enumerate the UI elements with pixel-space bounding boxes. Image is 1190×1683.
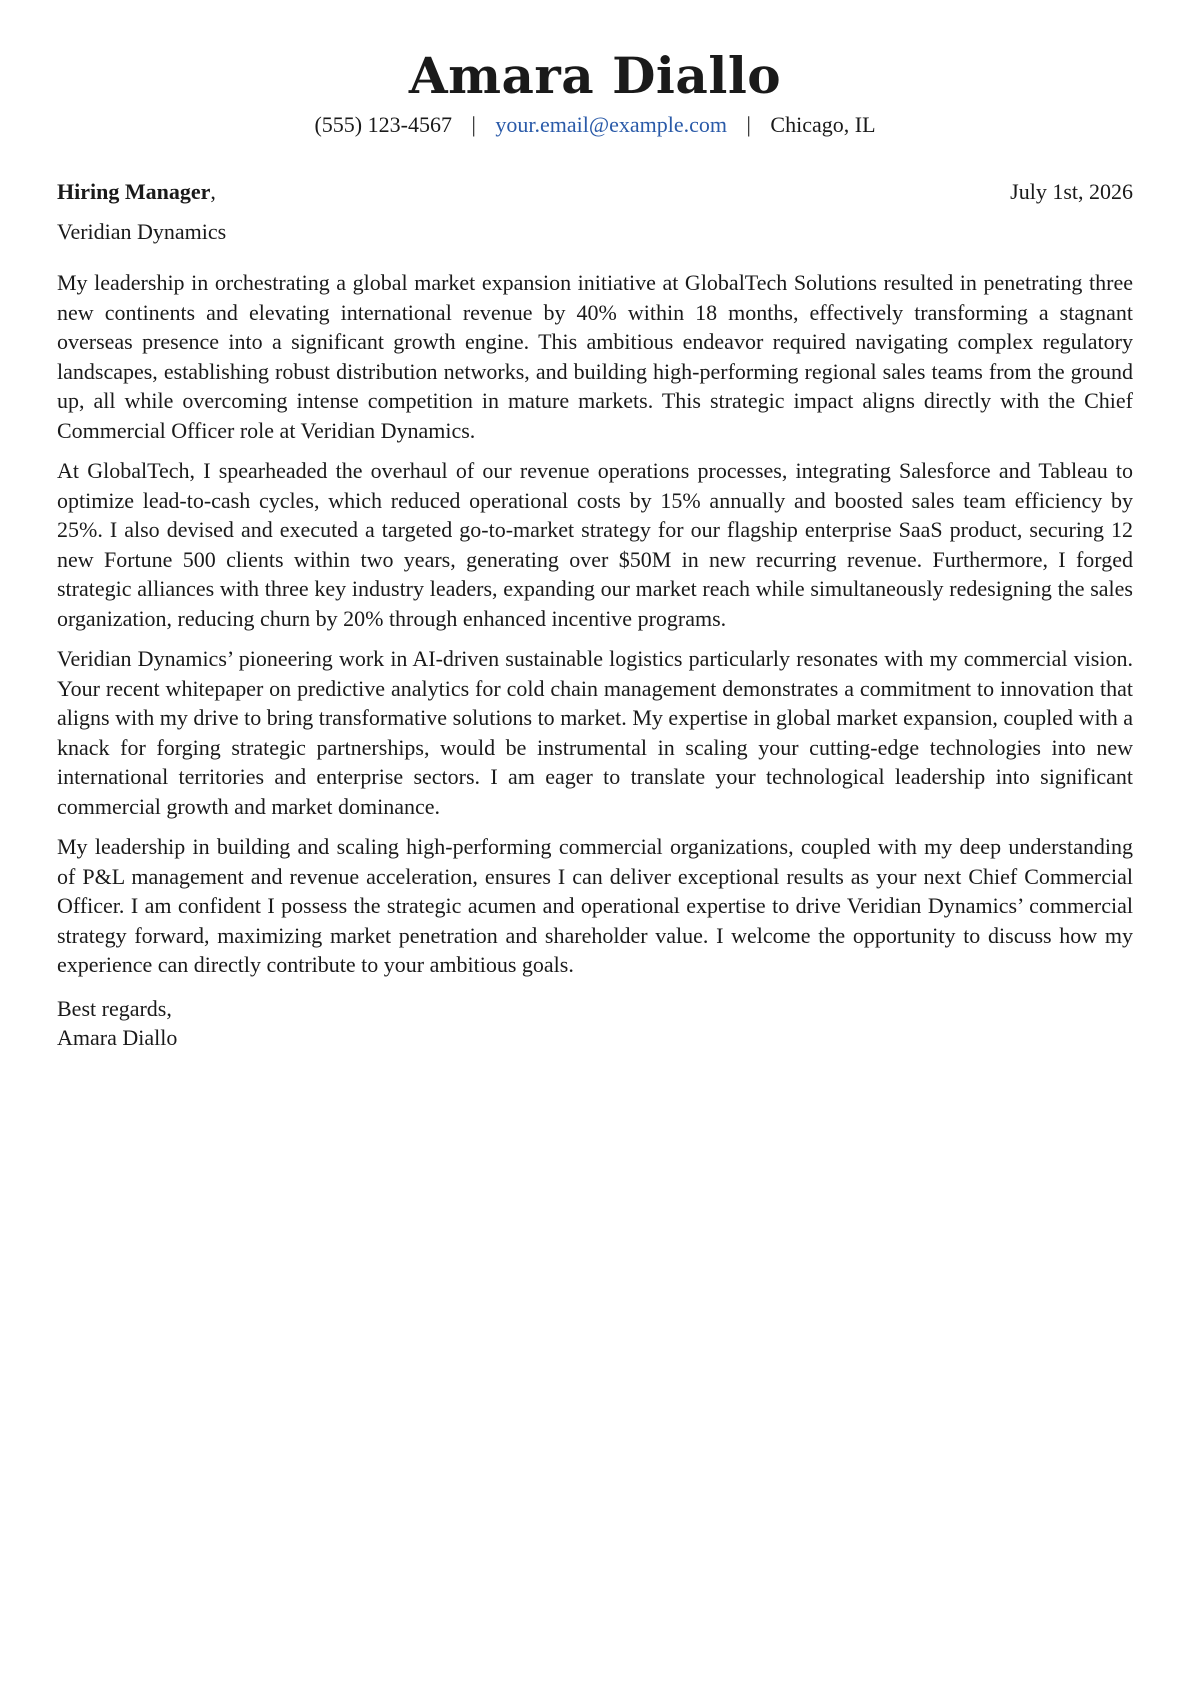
recipient-suffix: , — [210, 179, 216, 204]
signature-name: Amara Diallo — [57, 1024, 178, 1050]
closing-salutation: Best regards, — [57, 995, 172, 1021]
contact-separator: | — [746, 112, 751, 137]
contact-separator: | — [471, 112, 476, 137]
letter-closing — [57, 994, 1133, 1052]
letter-date: July 1st, 2026 — [1010, 179, 1133, 204]
recipient-line — [57, 174, 216, 210]
body-paragraph: My leadership in orchestrating a global market expansion initiative at GlobalTech Solutions resulted in penetrating three new continents and elevating international revenue by 40% within 18 months, effectively transforming a stagnant overseas presence into a significant growth engine. This ambitious endeavor required navigating complex regulatory landscapes, establishing robust distribution networks, and building high-performing regional sales teams from the ground up, all while overcoming intense competition in mature markets. This strategic impact aligns directly with the Chief Commercial Officer role at Veridian Dynamics. — [57, 270, 1133, 443]
recipient-company: Veridian Dynamics — [57, 219, 227, 244]
recipient-title: Hiring Manager — [57, 179, 211, 204]
location: Chicago, IL — [770, 112, 876, 137]
letter-meta — [57, 174, 1133, 210]
email-link[interactable]: your.email@example.com — [495, 112, 728, 137]
letter-body — [57, 268, 1133, 980]
body-paragraph: At GlobalTech, I spearheaded the overhaul of our revenue operations processes, integrating Salesforce and Tableau to optimize lead-to-cash cycles, which reduced operational costs by 15% annually and boosted sales team efficiency by 25%. I also devised and executed a targeted go-to-market strategy for our flagship enterprise SaaS product, securing 12 new Fortune 500 clients within two years, generating over $50M in new recurring revenue. Furthermore, I forged strategic alliances with three key industry leaders, expanding our market reach while simultaneously redesigning the sales organization, reducing churn by 20% through enhanced incentive programs. — [57, 458, 1133, 631]
phone-number: (555) 123-4567 — [314, 112, 452, 137]
body-paragraph: Veridian Dynamics’ pioneering work in AI-driven sustainable logistics particularly resonates with my commercial vision. Your recent whitepaper on predictive analytics for cold chain management demonstrates a commitment to innovation that aligns with my drive to bring transformative solutions to market. My expertise in global market expansion, coupled with a knack for forging strategic partnerships, would be instrumental in scaling your cutting-edge technologies into new international territories and enterprise sectors. I am eager to translate your technological leadership into significant commercial growth and market dominance. — [57, 646, 1133, 819]
cover-letter-page — [57, 0, 1133, 1052]
applicant-name: Amara Diallo — [408, 46, 782, 105]
body-paragraph: My leadership in building and scaling high-performing commercial organizations, coupled with my deep understanding of P&L management and revenue acceleration, ensures I can deliver exceptional results as your next Chief Commercial Officer. I am confident I possess the strategic acumen and operational expertise to drive Veridian Dynamics’ commercial strategy forward, maximizing market penetration and shareholder value. I welcome the opportunity to discuss how my experience can directly contribute to your ambitious goals. — [57, 834, 1133, 977]
contact-line — [57, 110, 1133, 140]
letter-header — [57, 0, 1133, 140]
